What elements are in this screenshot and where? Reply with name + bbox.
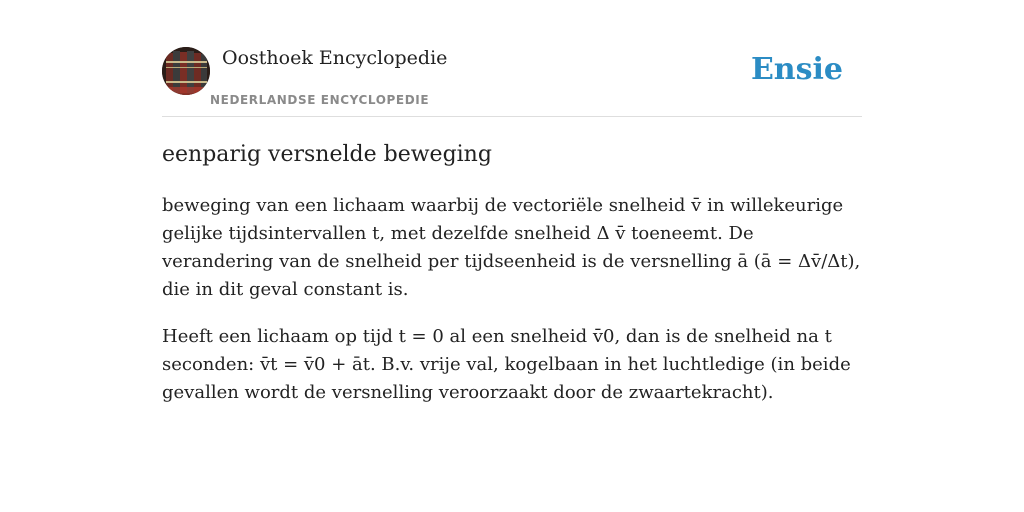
article-paragraph: beweging van een lichaam waarbij de vectoriële snelheid v̄ in willekeurige gelijke tijdsintervallen t, met dezelfde snelheid Δ v̄ toeneemt. De verandering van de snelheid per tijdseenheid is de versnelling ā (ā = Δv̄/Δt), die in dit geval constant is. [162, 195, 861, 300]
site-header [162, 46, 862, 117]
article-body [162, 192, 862, 426]
site-name[interactable]: Oosthoek Encyclopedie [222, 47, 448, 69]
article-title: eenparig versnelde beweging [162, 142, 492, 167]
brand-logo[interactable]: Ensie [750, 52, 843, 87]
site-subtitle: NEDERLANDSE ENCYCLOPEDIE [210, 93, 430, 107]
article-paragraph: Heeft een lichaam op tijd t = 0 al een snelheid v̄0, dan is de snelheid na t seconden: v̄t = v̄0 + āt. B.v. vrije val, kogelbaan in het luchtledige (in beide gevallen wordt de versnelling veroorzaakt door de zwaartekracht). [162, 326, 851, 403]
encyclopedia-books-icon[interactable] [162, 47, 210, 95]
